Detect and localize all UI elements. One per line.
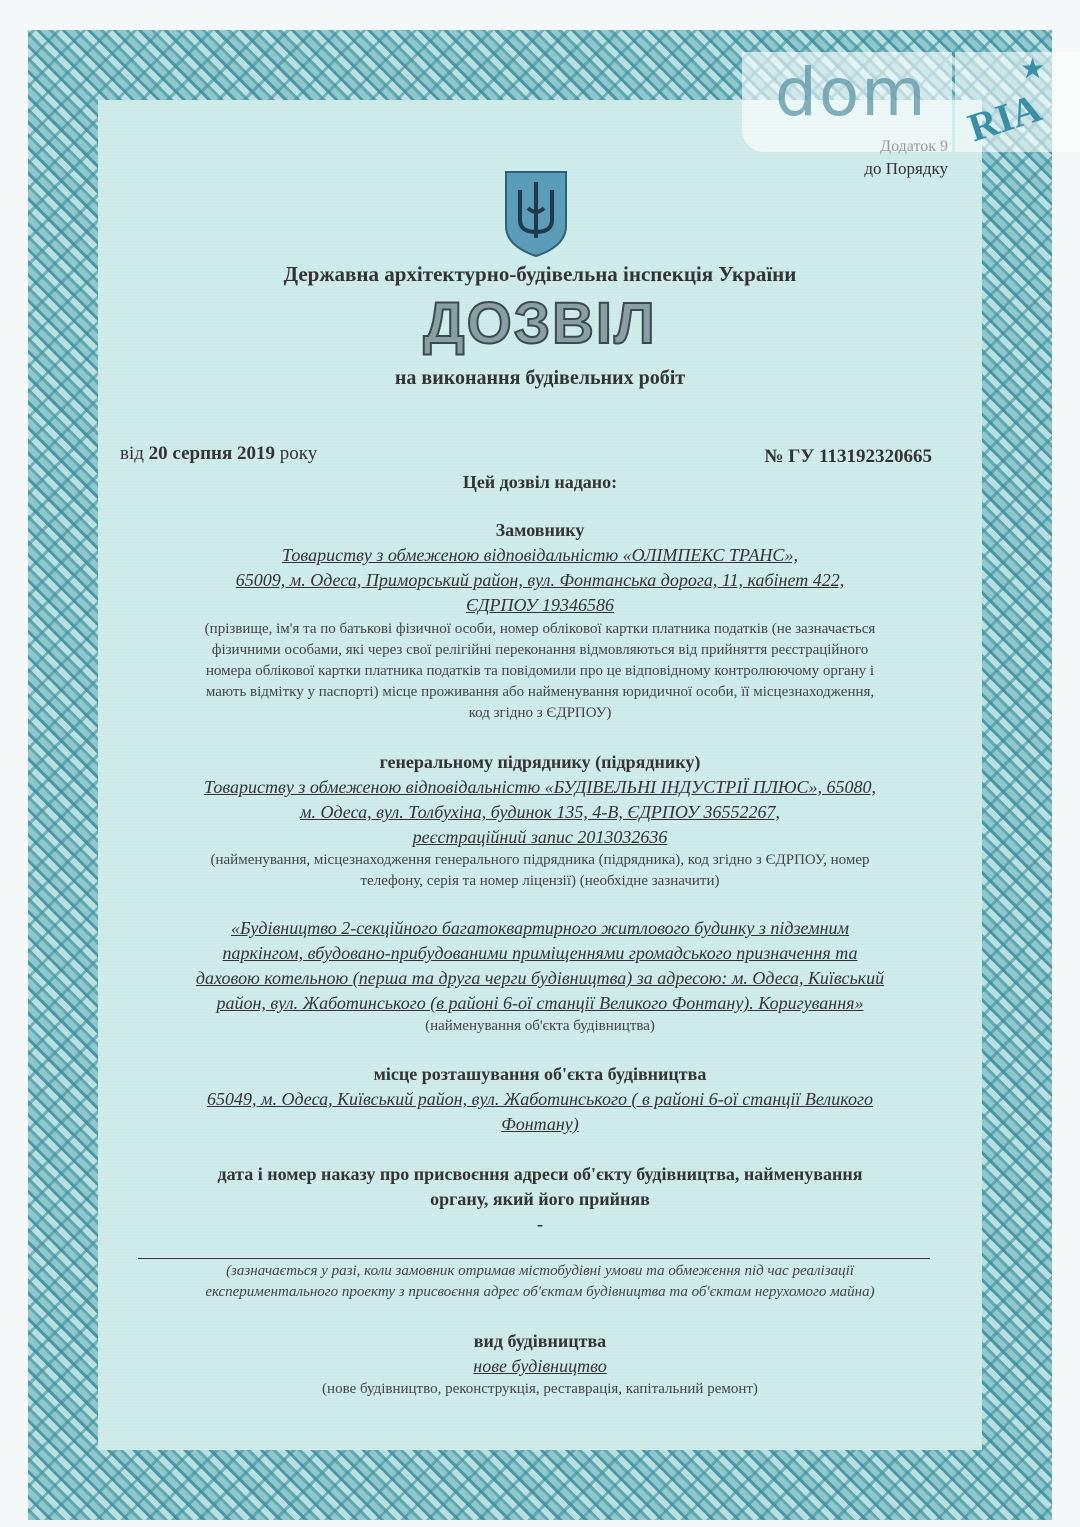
watermark-logo-ria: RIA: [962, 84, 1047, 151]
construction-type-value: нове будівництво: [473, 1356, 607, 1376]
issue-date: [120, 443, 317, 465]
construction-type-note: (нове будівництво, реконструкція, реставрація, капітальний ремонт): [322, 1381, 758, 1397]
address-order-value: -: [537, 1214, 543, 1234]
address-order-heading: дата і номер наказу про присвоєння адреси об'єкту будівництва, найменування: [217, 1164, 863, 1184]
customer-note: (прізвище, ім'я та по батькові фізичної особи, номер облікової картки платника податків (не зазначається: [204, 621, 876, 637]
to-order-label: до Порядку: [864, 159, 948, 178]
customer-note: код згідно з ЄДРПОУ): [468, 705, 612, 721]
contractor-heading: генеральному підряднику (підряднику): [379, 752, 701, 772]
star-icon: ★: [1020, 54, 1046, 85]
address-order-note: експериментального проекту з присвоєння адрес об'єктам будівництва та об'єктам нерухомого майна): [205, 1284, 875, 1300]
customer-line: Товариству з обмеженою відповідальністю «ОЛІМПЕКС ТРАНС»,: [282, 545, 798, 565]
customer-note: номера облікової картки платника податків та повідомили про це відповідному контролюючому органу і: [205, 663, 875, 679]
customer-line: 65009, м. Одеса, Приморський район, вул. Фонтанська дорога, 11, кабінет 422,: [235, 570, 845, 590]
document-subtitle: на виконання будівельних робіт: [394, 367, 686, 389]
customer-note: фізичними особами, які через свої релігійні переконання відмовляються від прийняття реєстраційного: [211, 642, 869, 658]
location-heading: місце розташування об'єкта будівництва: [373, 1064, 707, 1084]
divider: [138, 1258, 930, 1259]
permit-number: № ГУ 113192320665: [764, 446, 932, 467]
location-line: Фонтану): [501, 1114, 579, 1134]
date-value: 20 серпня 2019: [148, 443, 276, 464]
address-order-heading: органу, який його прийняв: [430, 1189, 650, 1209]
contractor-note: телефону, серія та номер ліцензії) (необхідне зазначити): [360, 873, 720, 889]
date-suffix: року: [279, 443, 318, 464]
object-line: паркінгом, вбудовано-прибудованими приміщеннями громадського призначення та: [222, 943, 858, 963]
customer-heading: Замовнику: [495, 520, 585, 540]
agency-name: Державна архітектурно-будівельна інспекція України: [283, 262, 797, 286]
contractor-line: реєстраційний запис 2013032636: [412, 827, 668, 847]
appendix-label: Додаток 9: [880, 138, 948, 155]
trident-icon: [500, 168, 572, 260]
object-line: район, вул. Жаботинського (в районі 6-ої станції Великого Фонтану). Коригування»: [216, 993, 864, 1013]
contractor-line: м. Одеса, вул. Толбухіна, будинок 135, 4-В, ЄДРПОУ 36552267,: [300, 802, 780, 822]
customer-note: мають відмітку у паспорті) місце проживання або найменування юридичної особи, її місцезнаходження,: [205, 684, 875, 700]
contractor-note: (найменування, місцезнаходження генерального підрядника (підрядника), код згідно з ЄДРПОУ, номер: [210, 852, 870, 868]
location-line: 65049, м. Одеса, Київський район, вул. Жаботинського ( в районі 6-ої станції Великого: [207, 1089, 873, 1109]
object-note: (найменування об'єкта будівництва): [425, 1018, 655, 1034]
construction-type-heading: вид будівництва: [473, 1331, 607, 1351]
granted-heading: Цей дозвіл надано:: [462, 472, 618, 492]
object-line: «Будівництво 2-секційного багатоквартирного житлового будинку з підземним: [231, 918, 849, 938]
customer-line: ЄДРПОУ 19346586: [465, 595, 615, 615]
watermark-logo: dom: [775, 54, 928, 131]
date-prefix: від: [120, 443, 144, 464]
contractor-line: Товариству з обмеженою відповідальністю «БУДІВЕЛЬНІ ІНДУСТРІЇ ПЛЮС», 65080,: [204, 777, 876, 797]
document-title: ДОЗВІЛ: [423, 291, 657, 356]
object-line: даховою котельною (перша та друга черги будівництва) за адресою: м. Одеса, Київський: [195, 968, 885, 988]
address-order-note: (зазначається у разі, коли замовник отримав містобудівні умови та обмеження під час реалізації: [226, 1263, 854, 1279]
